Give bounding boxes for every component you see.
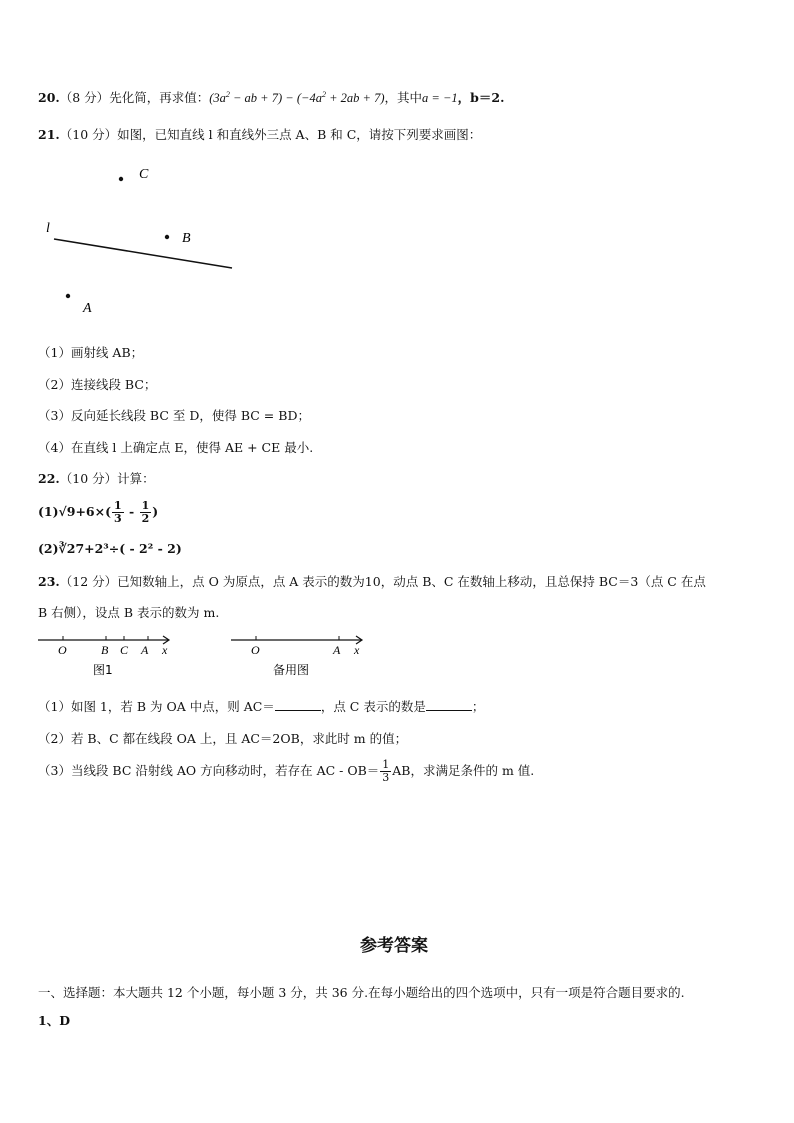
q21-item-4: （4）在直线 l 上确定点 E，使得 AE + CE 最小. [38, 440, 314, 455]
point-b [165, 235, 169, 239]
number-line-figure-1 [38, 636, 169, 677]
point-c [119, 177, 123, 181]
q20-score: （8 分） [59, 90, 110, 105]
q22-text: 计算： [117, 471, 155, 486]
q20-expression: ($3a^2$ − ab + $7) - (-4a^2 + 2ab + 7)$ [209, 89, 385, 105]
q20-number: 20. [38, 90, 60, 105]
q21-item-1: （1）画射线 AB； [38, 345, 144, 360]
q23-sub-2: （2）若 B、C 都在线段 OA 上，且 AC＝2OB，求此时 m 的值； [38, 731, 408, 746]
answer-blank-c[interactable] [426, 700, 472, 711]
q22-number: 22. [38, 471, 60, 486]
q22-part-1: (1)√9+6×( $\frac{1}{3}$ - $\frac{1}{2}$ ) [38, 499, 159, 525]
q20-text: 先化简，再求值： [109, 90, 210, 105]
q20-a-value: a = −1 [422, 91, 458, 105]
number-line-figure-2 [231, 636, 362, 677]
q21-number: 21. [38, 127, 60, 142]
q20-line [38, 88, 504, 106]
q22-part-2: (2)∛27+2³÷( - 2² - 2) [38, 541, 182, 556]
q23-text-1: 已知数轴上，点 O 为原点，点 A 表示的数为10，动点 B、C 在数轴上移动，且总保持 BC＝3（点 C 在点 [117, 574, 706, 589]
answers-section: 一、选择题：本大题共 12 个小题，每小题 3 分，共 36 分.在每小题给出的四个选项中，只有一项是符合题目要求的. [38, 985, 685, 1000]
fig1-caption: 图1 [93, 663, 113, 677]
q23-line-1 [38, 572, 706, 590]
fig1-label-b: B [101, 643, 109, 657]
q23-line-2: B 右侧），设点 B 表示的数为 m. [38, 605, 220, 620]
label-c: C [139, 167, 149, 182]
label-b: B [182, 231, 191, 246]
answer-blank-ac[interactable] [275, 700, 321, 711]
fig2-label-a: A [333, 643, 341, 657]
label-l: l [46, 221, 50, 236]
fig1-label-c: C [120, 643, 129, 657]
label-a: A [83, 301, 92, 316]
q23-figures [36, 632, 376, 682]
point-a [66, 294, 70, 298]
q21-intro-text: 如图，已知直线 l 和直线外三点 A、B 和 C，请按下列要求画图： [117, 127, 482, 142]
q21-figure [36, 160, 256, 325]
fig1-label-o: O [58, 643, 67, 657]
q22-intro [38, 469, 155, 487]
q23-sub-3: （3）当线段 BC 沿射线 AO 方向移动时，若存在 AC - OB＝ $\frac{1}{3}$ AB，求满足条件的 m 值. [38, 758, 535, 784]
q21-item-2: （2）连接线段 BC； [38, 377, 157, 392]
q20-b-value: ，b＝2. [457, 90, 505, 105]
fig2-caption: 备用图 [273, 663, 310, 677]
q20-condition: ，其中 [384, 90, 423, 105]
q23-score: （12 分） [59, 574, 118, 589]
q21-item-3: （3）反向延长线段 BC 至 D，使得 BC = BD； [38, 408, 310, 423]
q23-sub-1: （1）如图 1，若 B 为 OA 中点，则 AC＝ ，点 C 表示的数是 ； [38, 699, 485, 714]
fig1-label-a: A [141, 643, 149, 657]
fig2-label-x: x [354, 643, 360, 657]
q21-score: （10 分） [59, 127, 118, 142]
answers-heading: 参考答案 [360, 936, 428, 956]
fig1-label-x: x [162, 643, 168, 657]
q21-intro [38, 125, 481, 143]
q22-score: （10 分） [59, 471, 118, 486]
q23-number: 23. [38, 574, 60, 589]
fig2-label-o: O [251, 643, 260, 657]
answer-1: 1、D [38, 1013, 71, 1028]
line-l [54, 239, 232, 268]
